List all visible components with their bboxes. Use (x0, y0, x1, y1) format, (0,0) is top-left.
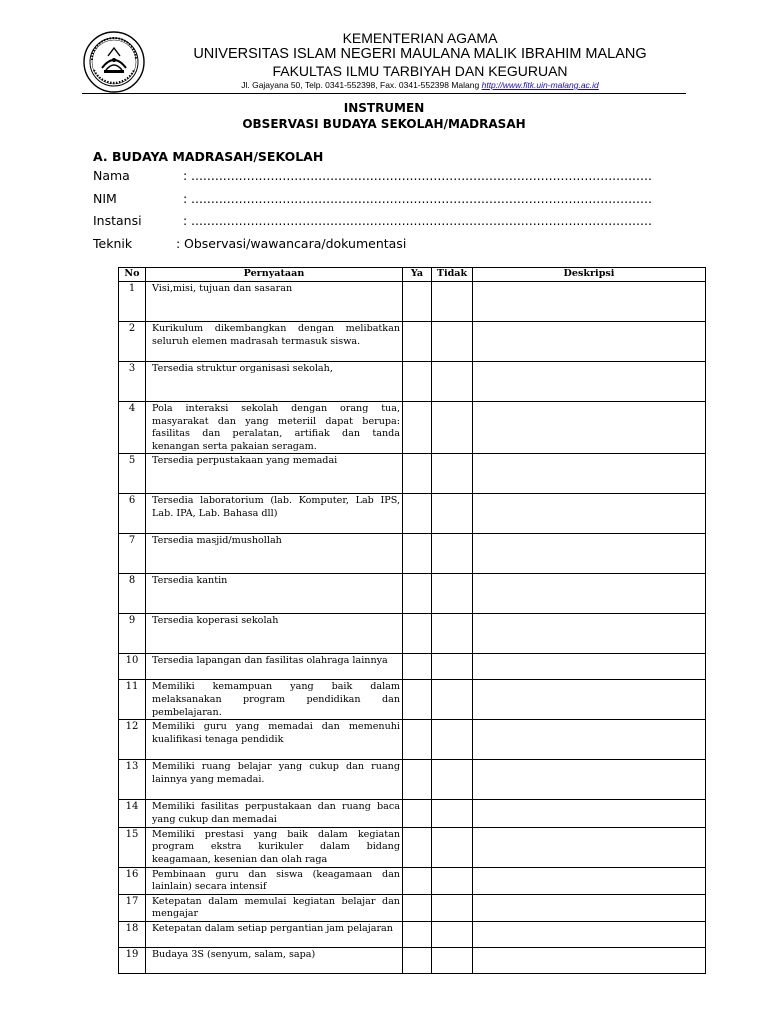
yes-checkbox-cell[interactable] (403, 827, 432, 867)
header-no: No (119, 268, 146, 282)
identity-section (93, 149, 693, 255)
table-row (119, 282, 706, 322)
table-row (119, 654, 706, 680)
row-statement: Ketepatan dalam memulai kegiatan belajar dan mengajar (146, 894, 403, 921)
yes-checkbox-cell[interactable] (403, 322, 432, 362)
description-cell[interactable] (473, 454, 706, 494)
field-value: Observasi/wawancara/dokumentasi (184, 235, 407, 251)
no-checkbox-cell[interactable] (432, 614, 473, 654)
row-number: 11 (119, 680, 146, 720)
no-checkbox-cell[interactable] (432, 720, 473, 760)
yes-checkbox-cell[interactable] (403, 494, 432, 534)
no-checkbox-cell[interactable] (432, 534, 473, 574)
table-row (119, 454, 706, 494)
row-statement: Tersedia perpustakaan yang memadai (146, 454, 403, 494)
field-colon: : (176, 235, 181, 251)
table-row (119, 574, 706, 614)
no-checkbox-cell[interactable] (432, 894, 473, 921)
no-checkbox-cell[interactable] (432, 574, 473, 614)
row-number: 17 (119, 894, 146, 921)
field-blank[interactable]: .................................................................................................................... (191, 190, 652, 206)
table-row (119, 827, 706, 867)
no-checkbox-cell[interactable] (432, 921, 473, 947)
table-row (119, 894, 706, 921)
header-yes: Ya (403, 268, 432, 282)
no-checkbox-cell[interactable] (432, 454, 473, 494)
website-link[interactable]: http://www.fitk.uin-malang.ac.id (481, 80, 599, 90)
field-nim (93, 188, 693, 211)
table-row (119, 322, 706, 362)
row-number: 16 (119, 867, 146, 894)
description-cell[interactable] (473, 894, 706, 921)
yes-checkbox-cell[interactable] (403, 921, 432, 947)
row-statement: Memiliki fasilitas perpustakaan dan ruang baca yang cukup dan memadai (146, 800, 403, 827)
row-number: 14 (119, 800, 146, 827)
yes-checkbox-cell[interactable] (403, 402, 432, 454)
table-row (119, 534, 706, 574)
row-statement: Tersedia koperasi sekolah (146, 614, 403, 654)
description-cell[interactable] (473, 827, 706, 867)
no-checkbox-cell[interactable] (432, 760, 473, 800)
no-checkbox-cell[interactable] (432, 827, 473, 867)
description-cell[interactable] (473, 402, 706, 454)
field-colon: : (183, 190, 188, 206)
description-cell[interactable] (473, 921, 706, 947)
row-number: 13 (119, 760, 146, 800)
description-cell[interactable] (473, 947, 706, 973)
field-instansi (93, 210, 693, 233)
row-number: 15 (119, 827, 146, 867)
description-cell[interactable] (473, 494, 706, 534)
address-line (152, 80, 688, 90)
section-heading: A. BUDAYA MADRASAH/SEKOLAH (93, 149, 324, 164)
field-label: Teknik (93, 235, 133, 251)
row-statement: Ketepatan dalam setiap pergantian jam pelajaran (146, 921, 403, 947)
field-colon: : (183, 213, 188, 228)
university-seal-icon (82, 30, 146, 94)
no-checkbox-cell[interactable] (432, 494, 473, 534)
yes-checkbox-cell[interactable] (403, 574, 432, 614)
yes-checkbox-cell[interactable] (403, 867, 432, 894)
description-cell[interactable] (473, 867, 706, 894)
yes-checkbox-cell[interactable] (403, 760, 432, 800)
table-row (119, 800, 706, 827)
yes-checkbox-cell[interactable] (403, 654, 432, 680)
yes-checkbox-cell[interactable] (403, 614, 432, 654)
table-row (119, 362, 706, 402)
table-row (119, 402, 706, 454)
description-cell[interactable] (473, 800, 706, 827)
observation-table (118, 267, 706, 974)
field-blank[interactable]: .................................................................................................................... (191, 213, 652, 228)
row-statement: Kurikulum dikembangkan dengan melibatkan seluruh elemen madrasah termasuk siswa. (146, 322, 403, 362)
field-nama (93, 165, 693, 188)
row-number: 9 (119, 614, 146, 654)
row-statement: Pola interaksi sekolah dengan orang tua, masyarakat dan yang meteriil dapat berupa: fasilitas dan peralatan, artifiak dan tanda kenangan serta pakaian seragam. (146, 402, 403, 454)
yes-checkbox-cell[interactable] (403, 362, 432, 402)
no-checkbox-cell[interactable] (432, 654, 473, 680)
table-row (119, 614, 706, 654)
yes-checkbox-cell[interactable] (403, 454, 432, 494)
row-statement: Tersedia masjid/mushollah (146, 534, 403, 574)
table-header-row (119, 268, 706, 282)
row-statement: Memiliki ruang belajar yang cukup dan ruang lainnya yang memadai. (146, 760, 403, 800)
header-description: Deskripsi (473, 268, 706, 282)
yes-checkbox-cell[interactable] (403, 947, 432, 973)
title-line-2: OBSERVASI BUDAYA SEKOLAH/MADRASAH (242, 117, 526, 131)
field-label: NIM (93, 190, 117, 206)
row-statement: Tersedia kantin (146, 574, 403, 614)
yes-checkbox-cell[interactable] (403, 894, 432, 921)
title-line-1: INSTRUMEN (343, 101, 425, 115)
no-checkbox-cell[interactable] (432, 680, 473, 720)
field-label: Instansi (93, 213, 142, 228)
row-number: 12 (119, 720, 146, 760)
row-statement: Tersedia struktur organisasi sekolah, (146, 362, 403, 402)
row-statement: Memiliki guru yang memadai dan memenuhi kualifikasi tenaga pendidik (146, 720, 403, 760)
no-checkbox-cell[interactable] (432, 282, 473, 322)
row-number: 8 (119, 574, 146, 614)
table-row (119, 494, 706, 534)
row-number: 5 (119, 454, 146, 494)
yes-checkbox-cell[interactable] (403, 720, 432, 760)
field-colon: : (183, 168, 188, 183)
row-statement: Memiliki kemampuan yang baik dalam melaksanakan program pendidikan dan pembelajaran. (146, 680, 403, 720)
row-statement: Tersedia lapangan dan fasilitas olahraga lainnya (146, 654, 403, 680)
ministry-name: KEMENTERIAN AGAMA (342, 30, 498, 46)
description-cell[interactable] (473, 574, 706, 614)
no-checkbox-cell[interactable] (432, 867, 473, 894)
table-row (119, 947, 706, 973)
row-statement: Pembinaan guru dan siswa (keagamaan dan lainlain) secara intensif (146, 867, 403, 894)
row-number: 18 (119, 921, 146, 947)
yes-checkbox-cell[interactable] (403, 680, 432, 720)
row-statement: Budaya 3S (senyum, salam, sapa) (146, 947, 403, 973)
row-number: 1 (119, 282, 146, 322)
description-cell[interactable] (473, 322, 706, 362)
description-cell[interactable] (473, 614, 706, 654)
document-title (0, 100, 768, 132)
table-row (119, 720, 706, 760)
table-row (119, 760, 706, 800)
description-cell[interactable] (473, 534, 706, 574)
row-number: 2 (119, 322, 146, 362)
no-checkbox-cell[interactable] (432, 947, 473, 973)
field-blank[interactable]: .................................................................................................................... (191, 168, 652, 183)
description-cell[interactable] (473, 282, 706, 322)
yes-checkbox-cell[interactable] (403, 800, 432, 827)
field-label: Nama (93, 168, 130, 183)
field-teknik (93, 233, 693, 256)
row-statement: Memiliki prestasi yang baik dalam kegiatan program ekstra kurikuler dalam bidang keagamaan, kesenian dan olah raga (146, 827, 403, 867)
row-number: 7 (119, 534, 146, 574)
no-checkbox-cell[interactable] (432, 402, 473, 454)
faculty-name: FAKULTAS ILMU TARBIYAH DAN KEGURUAN (272, 63, 568, 79)
row-statement: Tersedia laboratorium (lab. Komputer, Lab IPS, Lab. IPA, Lab. Bahasa dll) (146, 494, 403, 534)
yes-checkbox-cell[interactable] (403, 282, 432, 322)
description-cell[interactable] (473, 720, 706, 760)
table-row (119, 867, 706, 894)
yes-checkbox-cell[interactable] (403, 534, 432, 574)
university-name: UNIVERSITAS ISLAM NEGERI MAULANA MALIK IBRAHIM MALANG (193, 46, 647, 62)
description-cell[interactable] (473, 760, 706, 800)
row-number: 6 (119, 494, 146, 534)
header-no-answer: Tidak (432, 268, 473, 282)
header-statement: Pernyataan (146, 268, 403, 282)
no-checkbox-cell[interactable] (432, 362, 473, 402)
no-checkbox-cell[interactable] (432, 322, 473, 362)
no-checkbox-cell[interactable] (432, 800, 473, 827)
address-text: Jl. Gajayana 50, Telp. 0341-552398, Fax. 0341-552398 Malang (241, 80, 480, 90)
description-cell[interactable] (473, 362, 706, 402)
letterhead (82, 30, 688, 92)
table-row (119, 680, 706, 720)
description-cell[interactable] (473, 654, 706, 680)
row-number: 10 (119, 654, 146, 680)
description-cell[interactable] (473, 680, 706, 720)
row-number: 3 (119, 362, 146, 402)
table-row (119, 921, 706, 947)
letterhead-divider (82, 93, 686, 94)
row-number: 4 (119, 402, 146, 454)
row-number: 19 (119, 947, 146, 973)
row-statement: Visi,misi, tujuan dan sasaran (146, 282, 403, 322)
